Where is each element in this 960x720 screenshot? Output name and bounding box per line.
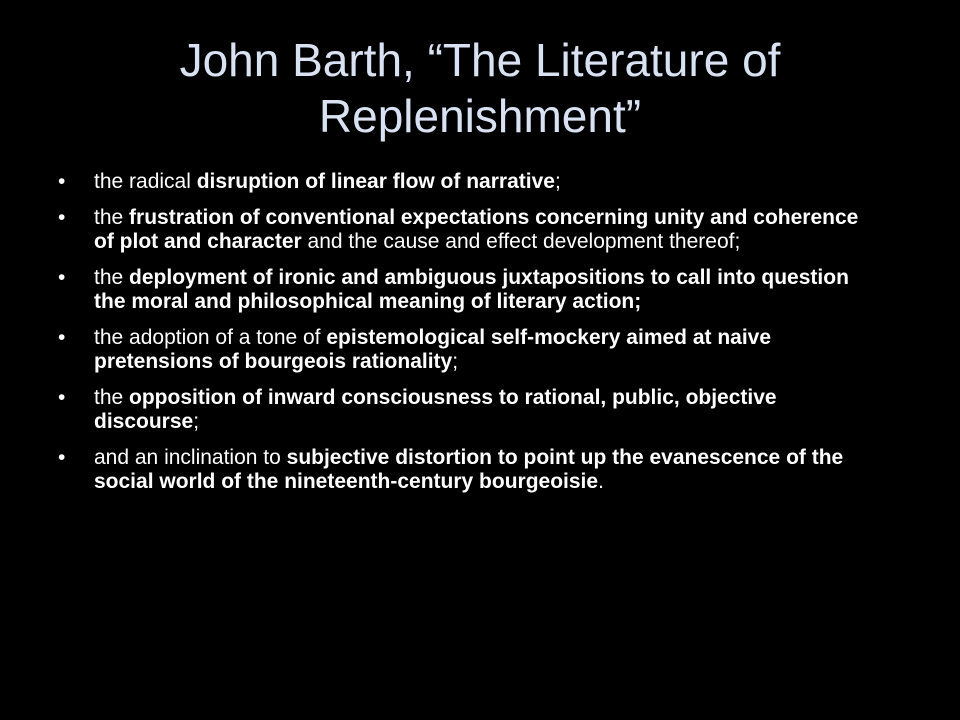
bullet-text-bold: deployment of ironic and ambiguous juxtapositions to call into question the moral and philosophical meaning of literary action; (94, 266, 849, 313)
bullet-text: ; (452, 350, 459, 373)
bullet-text: and the cause and effect development thereof; (301, 230, 741, 253)
bullet-text-bold: disruption of linear flow of narrative (196, 170, 555, 193)
bullet-text: the (94, 266, 130, 289)
bullet-text: ; (554, 170, 561, 193)
bullet-text-bold: subjective distortion to point up the evanescence of the social world of the nineteenth-century bourgeoisie (94, 446, 844, 493)
bullet-item (58, 206, 878, 254)
bullet-text: the (94, 386, 130, 409)
bullet-text: and an inclination to (94, 446, 287, 469)
bullet-list (58, 170, 878, 506)
bullet-text-bold: frustration of conventional expectations concerning unity and coherence of plot and character (94, 206, 859, 253)
bullet-text: ; (193, 410, 200, 433)
bullet-text: the radical (94, 170, 197, 193)
bullet-item (58, 326, 878, 374)
bullet-item (58, 446, 878, 494)
bullet-item (58, 386, 878, 434)
bullet-text-bold: opposition of inward consciousness to rational, public, objective discourse (94, 386, 777, 433)
bullet-item (58, 170, 878, 194)
bullet-item (58, 266, 878, 314)
bullet-text: . (598, 470, 604, 493)
bullet-text-bold: epistemological self-mockery aimed at naive pretensions of bourgeois rationality (94, 326, 772, 373)
bullet-text: the adoption of a tone of (94, 326, 327, 349)
slide-title: John Barth, “The Literature of Replenishment” (179, 34, 781, 142)
bullet-text: the (94, 206, 130, 229)
